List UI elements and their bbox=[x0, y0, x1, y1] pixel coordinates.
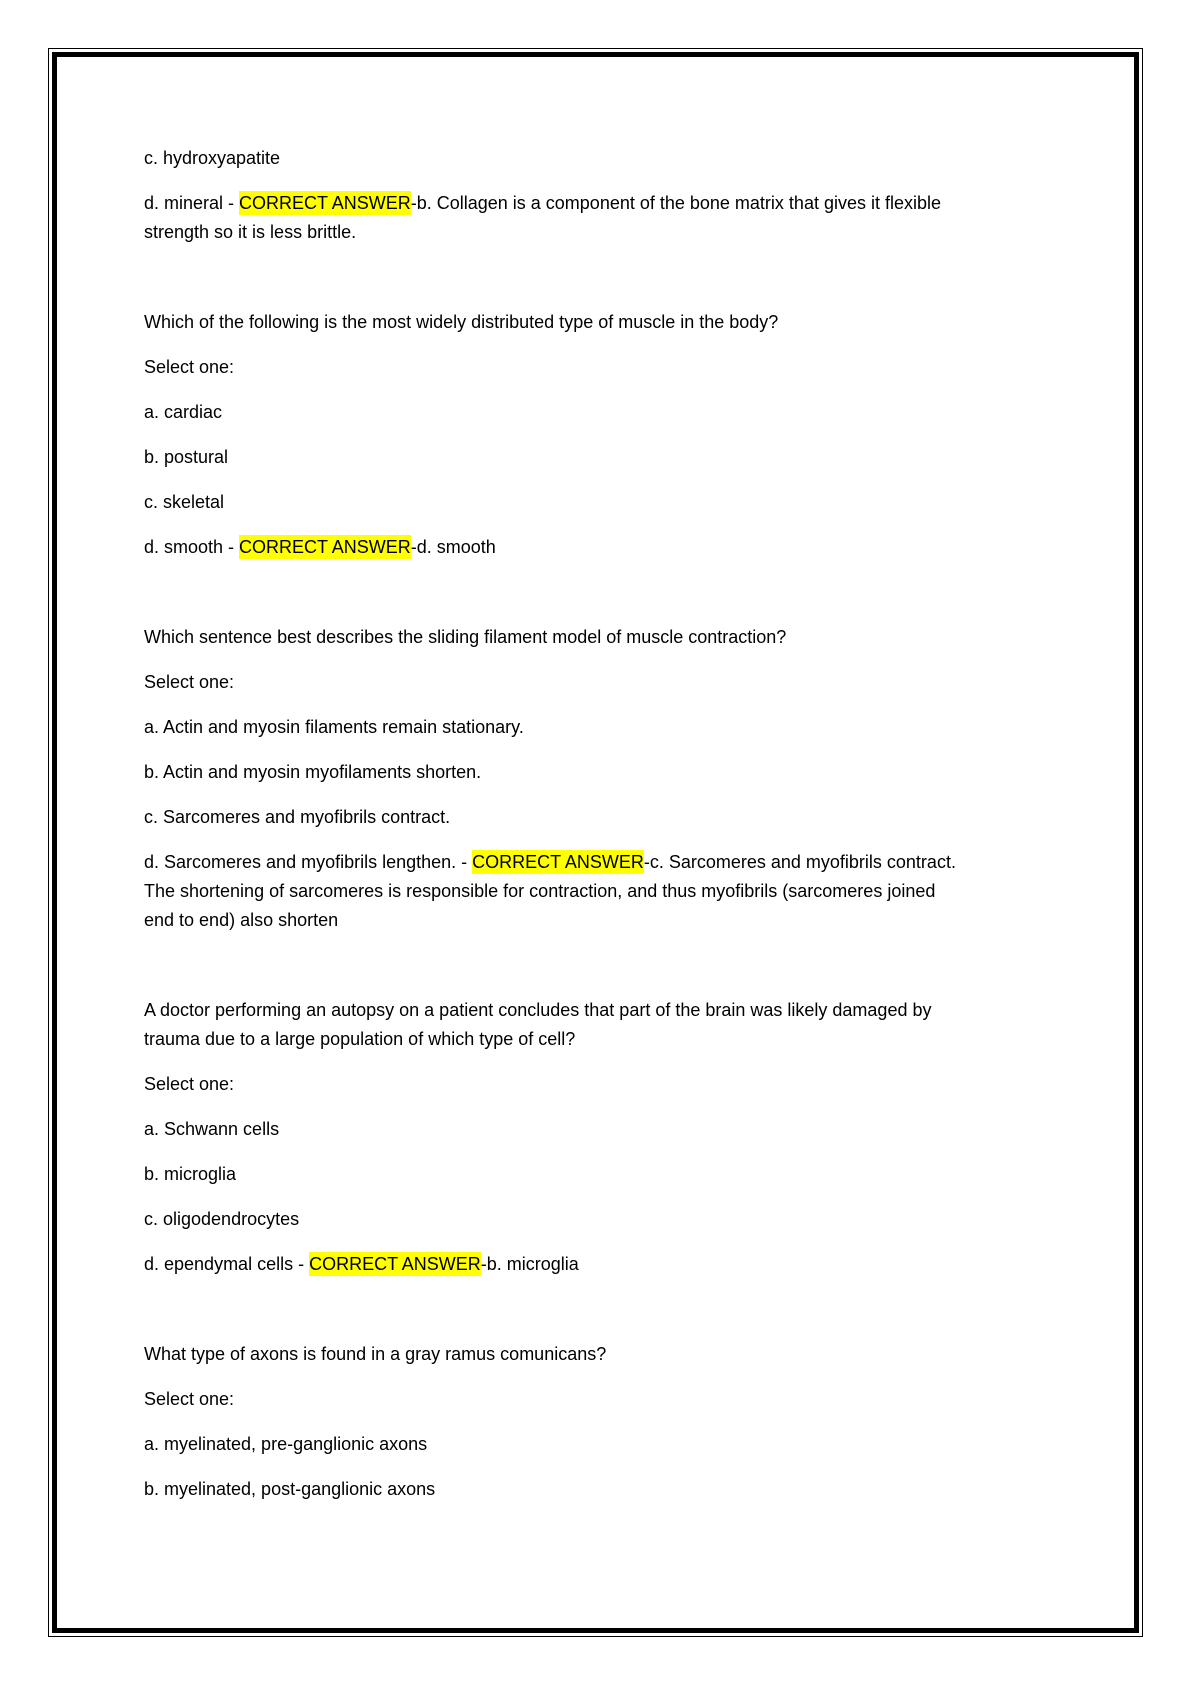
option-text: b. Actin and myosin myofilaments shorten. bbox=[144, 762, 482, 782]
option-c bbox=[144, 488, 1134, 517]
option-text: b. postural bbox=[144, 447, 229, 467]
answer-explanation: strength so it is less brittle. bbox=[144, 222, 357, 242]
option-b bbox=[144, 443, 1134, 472]
correct-answer-highlight: CORRECT ANSWER bbox=[309, 1254, 481, 1274]
answer-line bbox=[144, 1250, 1134, 1279]
answer-option: d. ependymal cells - bbox=[144, 1254, 310, 1274]
option-text: c. skeletal bbox=[144, 492, 225, 512]
option-a bbox=[144, 713, 1134, 742]
question-block bbox=[144, 144, 1134, 308]
option-b bbox=[144, 758, 1134, 787]
answer-explanation: The shortening of sarcomeres is responsible for contraction, and thus myofibrils (sarcomeres joined bbox=[144, 881, 936, 901]
answer-explanation: -b. microglia bbox=[480, 1254, 579, 1274]
option-c bbox=[144, 1205, 1134, 1234]
option-text: a. myelinated, pre-ganglionic axons bbox=[144, 1434, 428, 1454]
answer-paragraph bbox=[144, 848, 1134, 935]
answer-explanation: -c. Sarcomeres and myofibrils contract. bbox=[643, 852, 956, 872]
question-line: A doctor performing an autopsy on a patient concludes that part of the brain was likely damaged by bbox=[144, 1000, 932, 1020]
option-text: c. hydroxyapatite bbox=[144, 148, 281, 168]
document-content bbox=[144, 144, 1134, 1565]
option-text: b. myelinated, post-ganglionic axons bbox=[144, 1479, 436, 1499]
question-block bbox=[144, 1340, 1134, 1565]
select-one-text: Select one: bbox=[144, 1389, 235, 1409]
select-one-label bbox=[144, 353, 1134, 382]
answer-line bbox=[144, 848, 1134, 877]
question-text bbox=[144, 996, 1134, 1054]
answer-option: d. smooth - bbox=[144, 537, 240, 557]
answer-line bbox=[144, 533, 1134, 562]
option-b bbox=[144, 1475, 1134, 1504]
select-one-label bbox=[144, 668, 1134, 697]
question-line: What type of axons is found in a gray ramus comunicans? bbox=[144, 1344, 607, 1364]
option-text: a. Actin and myosin filaments remain stationary. bbox=[144, 717, 524, 737]
option-c bbox=[144, 803, 1134, 832]
option-text: c. Sarcomeres and myofibrils contract. bbox=[144, 807, 451, 827]
select-one-text: Select one: bbox=[144, 672, 235, 692]
select-one-text: Select one: bbox=[144, 1074, 235, 1094]
correct-answer-highlight: CORRECT ANSWER bbox=[472, 852, 644, 872]
option-a bbox=[144, 398, 1134, 427]
option-text: a. cardiac bbox=[144, 402, 223, 422]
select-one-text: Select one: bbox=[144, 357, 235, 377]
question-text bbox=[144, 623, 1134, 652]
option-a bbox=[144, 1115, 1134, 1144]
answer-explanation: -d. smooth bbox=[410, 537, 496, 557]
answer-paragraph bbox=[144, 533, 1134, 562]
question-text bbox=[144, 1340, 1134, 1369]
correct-answer-highlight: CORRECT ANSWER bbox=[239, 537, 411, 557]
option-c bbox=[144, 144, 1134, 173]
answer-line bbox=[144, 189, 1134, 218]
select-one-label bbox=[144, 1385, 1134, 1414]
option-a bbox=[144, 1430, 1134, 1459]
option-text: b. microglia bbox=[144, 1164, 237, 1184]
answer-paragraph bbox=[144, 189, 1134, 247]
question-text bbox=[144, 308, 1134, 337]
question-block bbox=[144, 623, 1134, 996]
option-text: a. Schwann cells bbox=[144, 1119, 280, 1139]
question-line: trauma due to a large population of which type of cell? bbox=[144, 1029, 576, 1049]
answer-option: d. mineral - bbox=[144, 193, 240, 213]
question-line: Which of the following is the most widely distributed type of muscle in the body? bbox=[144, 312, 779, 332]
question-block bbox=[144, 308, 1134, 623]
answer-paragraph bbox=[144, 1250, 1134, 1279]
answer-option: d. Sarcomeres and myofibrils lengthen. - bbox=[144, 852, 473, 872]
option-text: c. oligodendrocytes bbox=[144, 1209, 300, 1229]
question-block bbox=[144, 996, 1134, 1340]
option-b bbox=[144, 1160, 1134, 1189]
select-one-label bbox=[144, 1070, 1134, 1099]
answer-explanation: -b. Collagen is a component of the bone matrix that gives it flexible bbox=[410, 193, 942, 213]
answer-explanation: end to end) also shorten bbox=[144, 910, 339, 930]
question-line: Which sentence best describes the sliding filament model of muscle contraction? bbox=[144, 627, 787, 647]
correct-answer-highlight: CORRECT ANSWER bbox=[239, 193, 411, 213]
